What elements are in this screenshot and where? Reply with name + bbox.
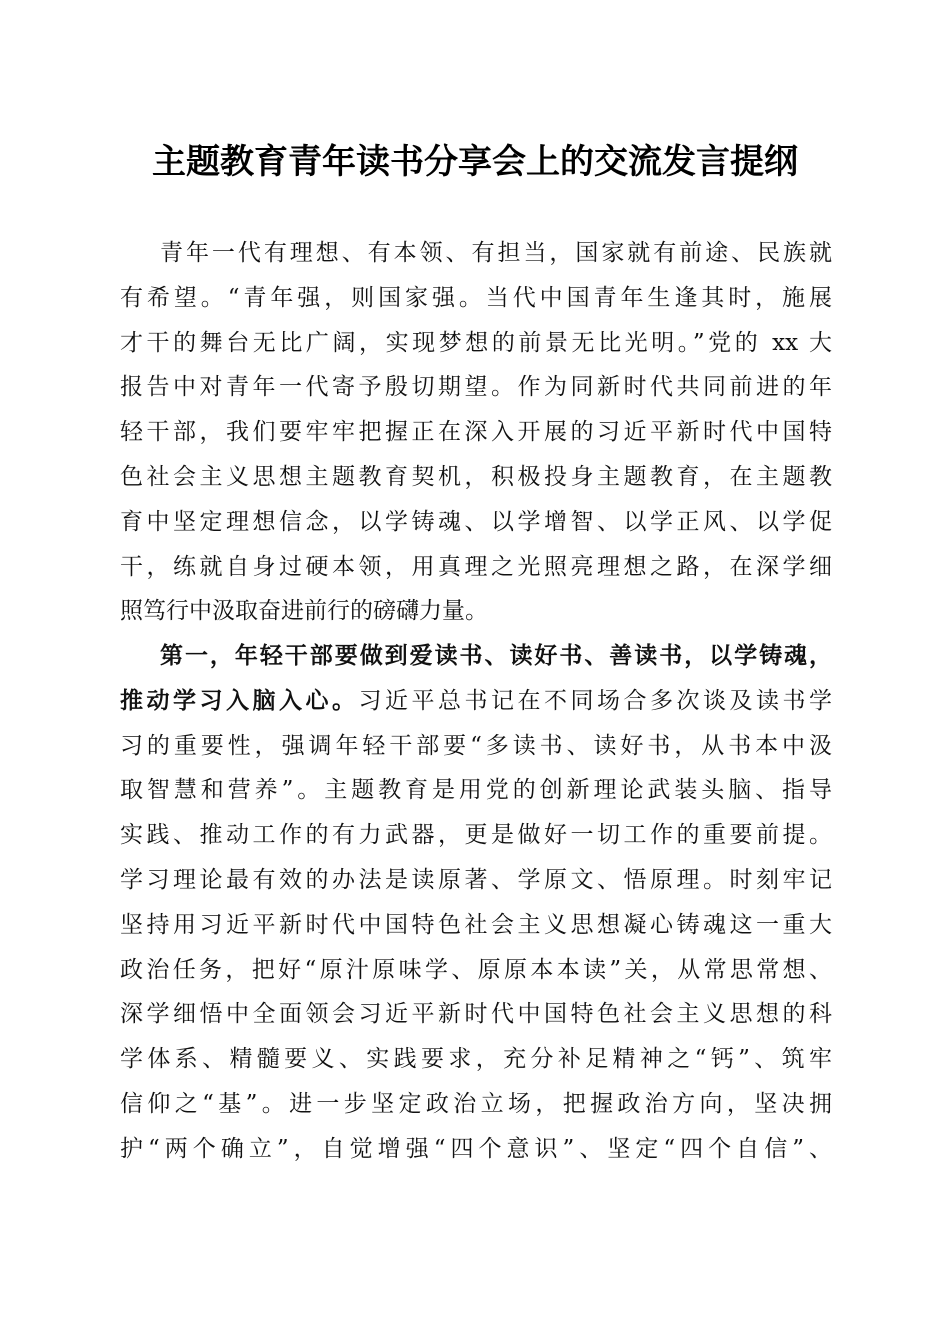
paragraph-point-one (120, 634, 832, 1172)
paragraph-line: 报告中对青年一代寄予殷切期望。作为同新时代共同前进的年 (120, 374, 832, 401)
paragraph-line: 取智慧和营养”。主题教育是用党的创新理论武装头脑、指导 (120, 777, 832, 804)
document-title: 主题教育青年读书分享会上的交流发言提纲 (152, 142, 798, 182)
paragraph-line: 政治任务，把好“原汁原味学、原原本本读”关，从常思常想、 (120, 956, 832, 983)
paragraph-line: 色社会主义思想主题教育契机，积极投身主题教育，在主题教 (120, 463, 832, 490)
paragraph-line: 照笃行中汲取奋进前行的磅礴力量。 (120, 598, 488, 625)
paragraph-line: 才干的舞台无比广阔，实现梦想的前景无比光明。”党的 xx 大 (120, 329, 832, 356)
paragraph-line: 干，练就自身过硬本领，用真理之光照亮理想之路，在深学细 (120, 553, 832, 580)
paragraph-intro (120, 231, 832, 634)
paragraph-line: 深学细悟中全面领会习近平新时代中国特色社会主义思想的科 (120, 1001, 832, 1028)
section-heading-tail: 推动学习入脑入心。 (120, 686, 359, 714)
paragraph-line-rest: 习近平总书记在不同场合多次谈及读书学 (358, 687, 832, 714)
paragraph-line: 青年一代有理想、有本领、有担当，国家就有前途、民族就 (160, 240, 832, 266)
paragraph-line: 习的重要性，强调年轻干部要“多读书、读好书，从书本中汲 (120, 732, 832, 759)
paragraph-line (120, 679, 832, 724)
paragraph-line: 学习理论最有效的办法是读原著、学原文、悟原理。时刻牢记 (120, 866, 832, 893)
paragraph-line: 实践、推动工作的有力武器，更是做好一切工作的重要前提。 (120, 822, 832, 849)
paragraph-line: 学体系、精髓要义、实践要求，充分补足精神之“钙”、筑牢 (120, 1046, 832, 1073)
section-heading-line: 第一，年轻干部要做到爱读书、读好书、善读书，以学铸魂， (160, 642, 832, 669)
paragraph-line: 护“两个确立”，自觉增强“四个意识”、坚定“四个自信”、 (120, 1135, 832, 1162)
paragraph-line: 信仰之“基”。进一步坚定政治立场，把握政治方向，坚决拥 (120, 1090, 832, 1117)
paragraph-line: 轻干部，我们要牢牢把握正在深入开展的习近平新时代中国特 (120, 419, 832, 446)
paragraph-line: 育中坚定理想信念，以学铸魂、以学增智、以学正风、以学促 (120, 508, 832, 535)
paragraph-line: 坚持用习近平新时代中国特色社会主义思想凝心铸魂这一重大 (120, 911, 832, 938)
paragraph-line: 有希望。“青年强，则国家强。当代中国青年生逢其时，施展 (120, 284, 832, 311)
